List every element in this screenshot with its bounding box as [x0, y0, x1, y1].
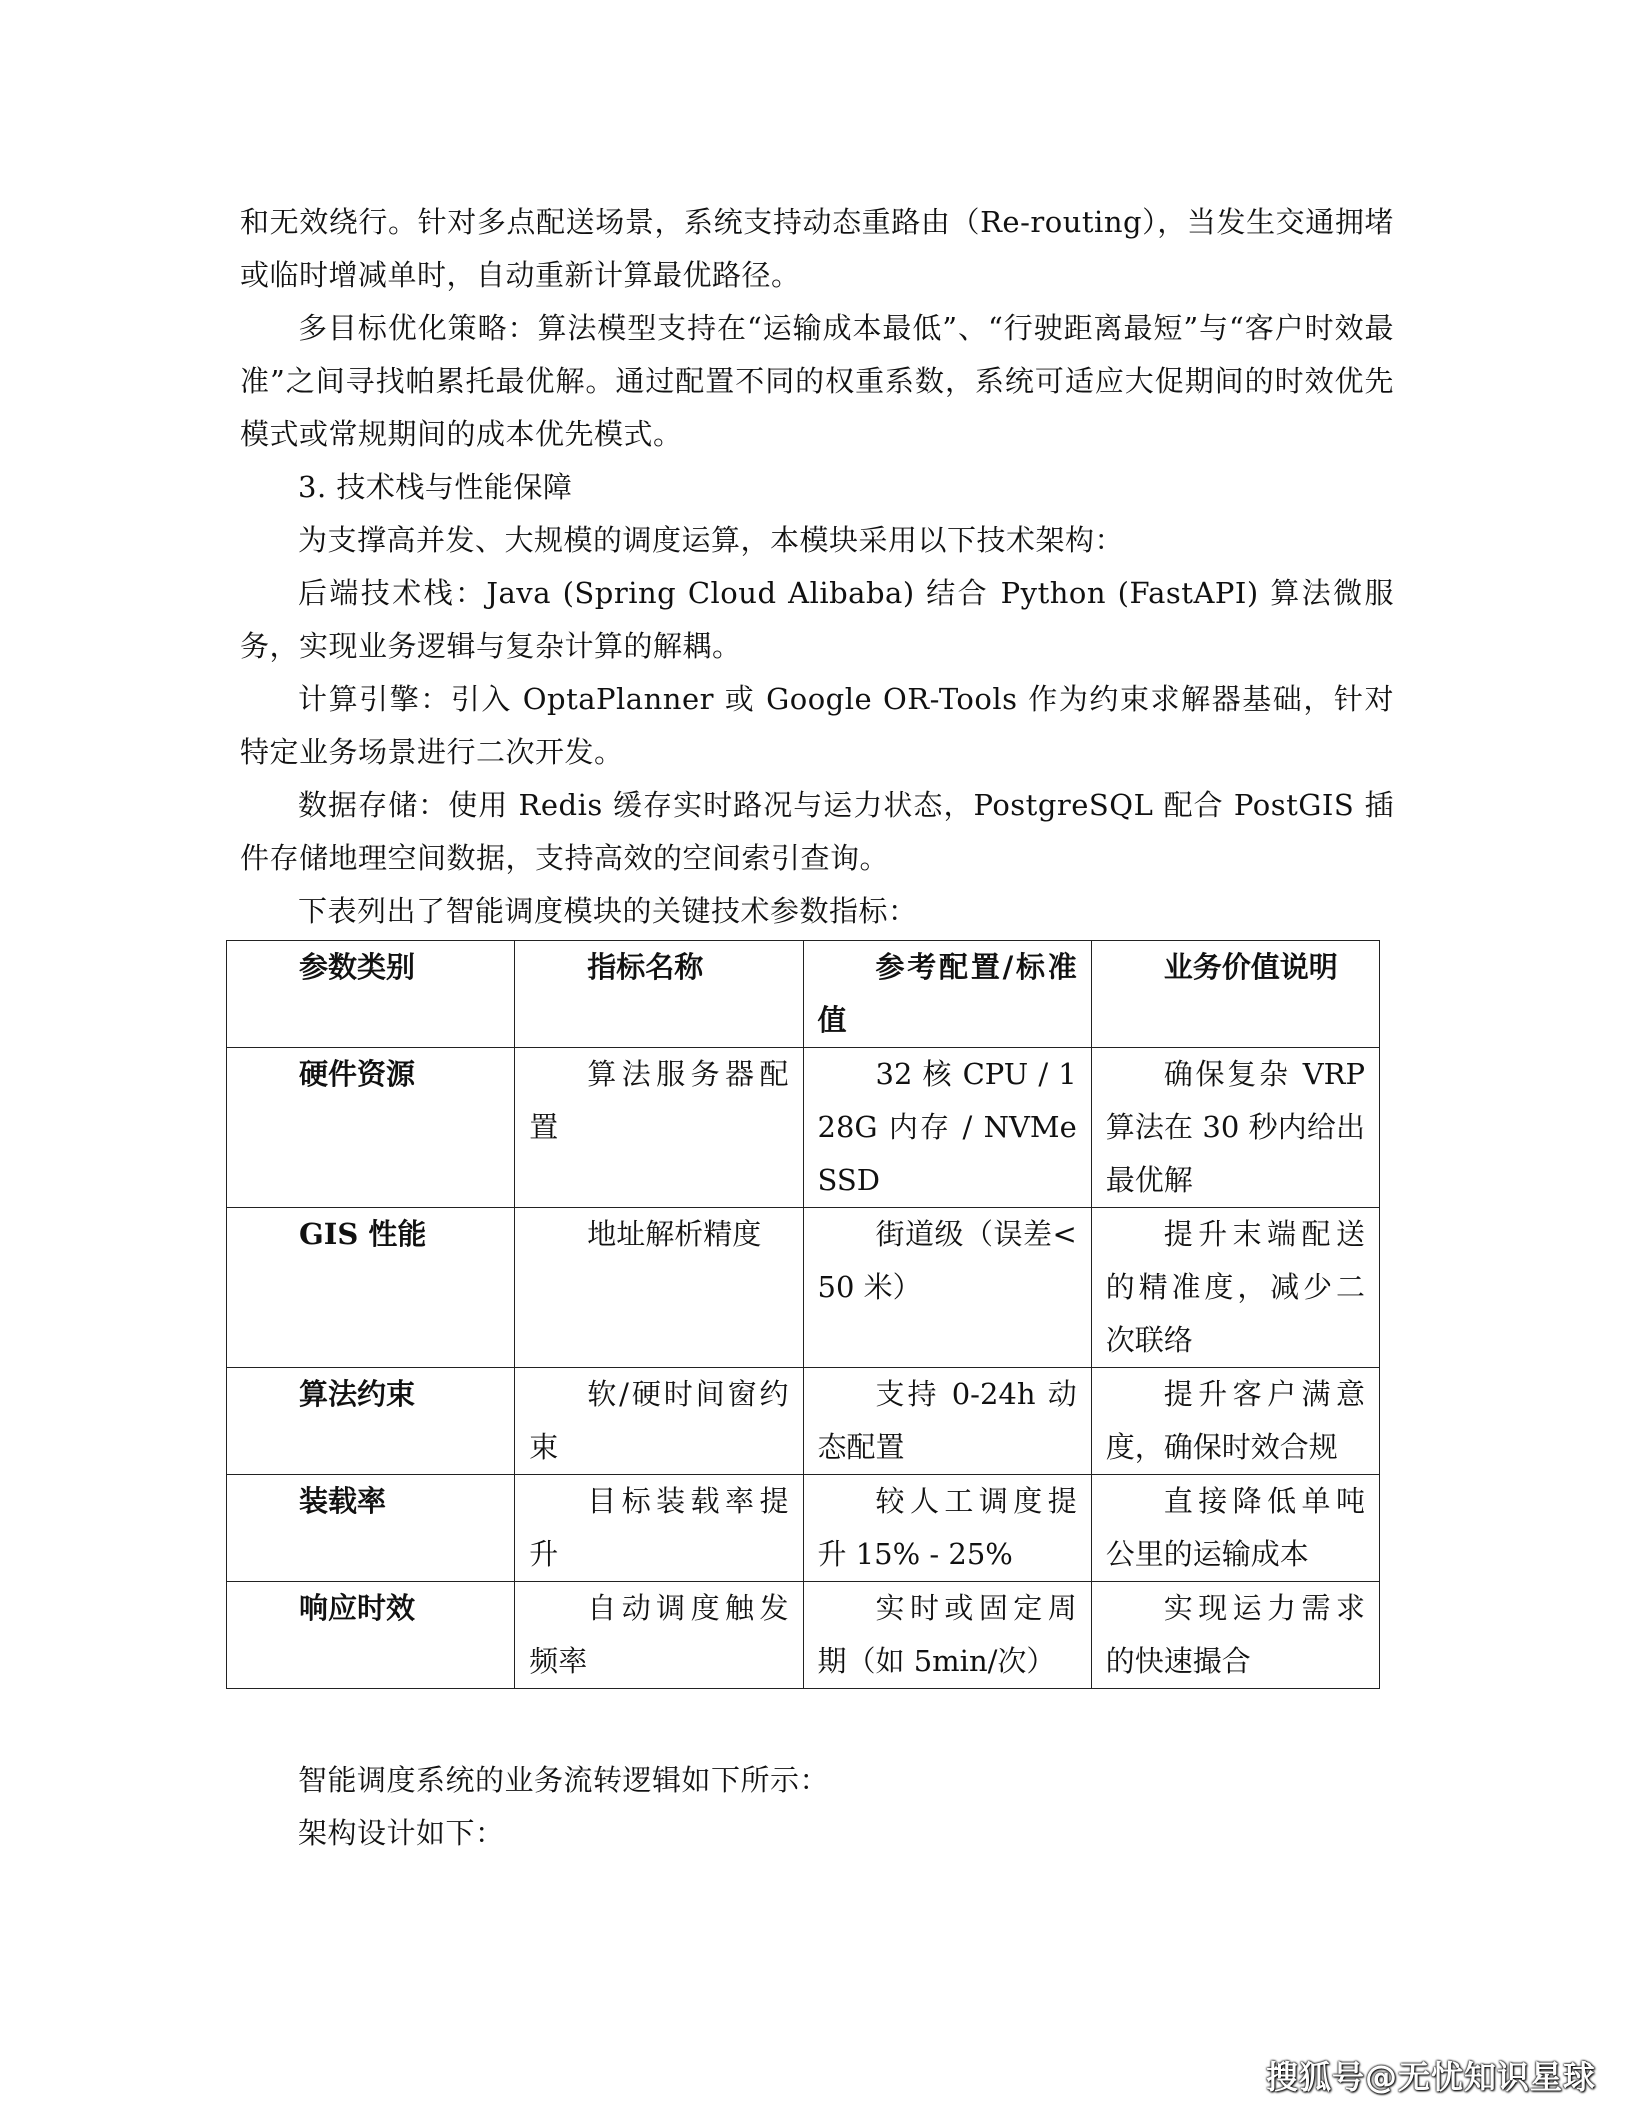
- header-business-value: 业务价值说明: [1091, 941, 1379, 1048]
- paragraph-architecture-intro: 为支撑高并发、大规模的调度运算，本模块采用以下技术架构：: [298, 523, 1125, 557]
- cell-metric-name: 软/硬时间窗约束: [515, 1368, 803, 1475]
- document-body-continued: [240, 1754, 1394, 1860]
- section-heading-tech-stack: 3. 技术栈与性能保障: [298, 470, 573, 504]
- table-row: [227, 1048, 1380, 1208]
- cell-metric-name: 自动调度触发频率: [515, 1582, 803, 1689]
- cell-category: 装载率: [227, 1475, 515, 1582]
- paragraph-table-intro: 下表列出了智能调度模块的关键技术参数指标：: [298, 894, 918, 928]
- cell-business-value: 确保复杂 VRP 算法在 30 秒内给出最优解: [1091, 1048, 1379, 1208]
- paragraph-multi-objective: 多目标优化策略：算法模型支持在“运输成本最低”、“行驶距离最短”与“客户时效最准”之间寻找帕累托最优解。通过配置不同的权重系数，系统可适应大促期间的时效优先模式或常规期间的成本优先模式。: [240, 311, 1394, 451]
- table-row: [227, 1475, 1380, 1582]
- table-row: [227, 1368, 1380, 1475]
- paragraph-rerouting: 和无效绕行。针对多点配送场景，系统支持动态重路由（Re-routing），当发生交通拥堵或临时增减单时，自动重新计算最优路径。: [240, 205, 1394, 292]
- cell-category: 硬件资源: [227, 1048, 515, 1208]
- cell-reference-value: 32 核 CPU / 128G 内存 / NVMe SSD: [803, 1048, 1091, 1208]
- cell-metric-name: 算法服务器配置: [515, 1048, 803, 1208]
- cell-metric-name: 地址解析精度: [515, 1208, 803, 1368]
- cell-business-value: 提升末端配送的精准度，减少二次联络: [1091, 1208, 1379, 1368]
- header-metric-name: 指标名称: [515, 941, 803, 1048]
- watermark-label: 搜狐号@无忧知识星球: [1265, 2058, 1596, 2096]
- cell-business-value: 实现运力需求的快速撮合: [1091, 1582, 1379, 1689]
- paragraph-backend-stack: 后端技术栈：Java (Spring Cloud Alibaba) 结合 Python (FastAPI) 算法微服务，实现业务逻辑与复杂计算的解耦。: [240, 576, 1394, 663]
- cell-category: GIS 性能: [227, 1208, 515, 1368]
- cell-metric-name: 目标装载率提升: [515, 1475, 803, 1582]
- tech-params-table: [226, 940, 1380, 1689]
- document-body: [240, 196, 1394, 938]
- cell-reference-value: 街道级（误差<50 米）: [803, 1208, 1091, 1368]
- cell-business-value: 直接降低单吨公里的运输成本: [1091, 1475, 1379, 1582]
- table-row: [227, 1208, 1380, 1368]
- cell-business-value: 提升客户满意度，确保时效合规: [1091, 1368, 1379, 1475]
- paragraph-architecture-design: 架构设计如下：: [298, 1816, 505, 1850]
- cell-reference-value: 支持 0-24h 动态配置: [803, 1368, 1091, 1475]
- cell-reference-value: 较人工调度提升 15% - 25%: [803, 1475, 1091, 1582]
- paragraph-data-storage: 数据存储：使用 Redis 缓存实时路况与运力状态，PostgreSQL 配合 PostGIS 插件存储地理空间数据，支持高效的空间索引查询。: [240, 788, 1394, 875]
- header-reference-value: 参考配置/标准值: [803, 941, 1091, 1048]
- table-header-row: [227, 941, 1380, 1048]
- table-row: [227, 1582, 1380, 1689]
- paragraph-flow-logic: 智能调度系统的业务流转逻辑如下所示：: [298, 1763, 830, 1797]
- cell-category: 算法约束: [227, 1368, 515, 1475]
- cell-reference-value: 实时或固定周期（如 5min/次）: [803, 1582, 1091, 1689]
- header-category: 参数类别: [227, 941, 515, 1048]
- cell-category: 响应时效: [227, 1582, 515, 1689]
- paragraph-compute-engine: 计算引擎：引入 OptaPlanner 或 Google OR-Tools 作为约束求解器基础，针对特定业务场景进行二次开发。: [240, 682, 1394, 769]
